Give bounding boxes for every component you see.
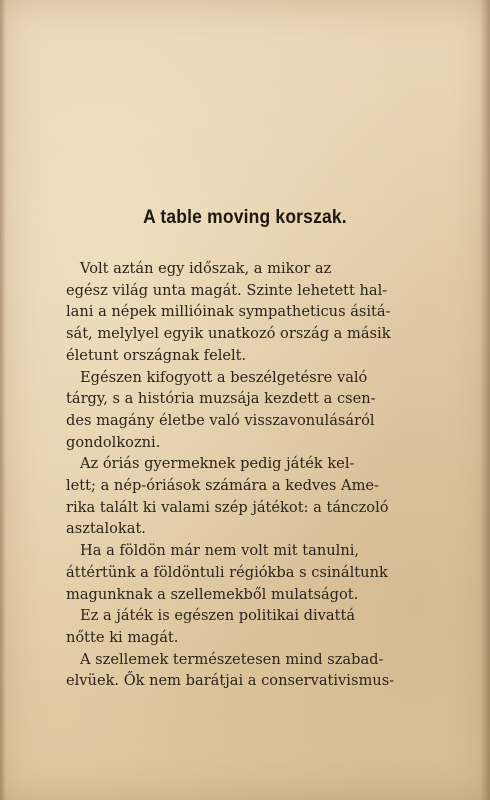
text-line: Ha a földön már nem volt mit tanulni,	[80, 542, 360, 560]
text-line: sát, melylyel egyik unatkozó ország a másik	[66, 325, 391, 343]
text-line: A szellemek természetesen mind szabad-	[80, 650, 384, 668]
text-line: Az óriás gyermeknek pedig játék kel-	[80, 455, 355, 473]
page-edge-shadow-left	[0, 0, 6, 800]
chapter-heading: A table moving korszak.	[143, 207, 347, 228]
text-line: magunknak a szellemekből mulatságot.	[66, 585, 359, 603]
text-line: Volt aztán egy időszak, a mikor az	[80, 260, 332, 277]
paragraph	[66, 367, 438, 454]
text-line: gondolkozni.	[66, 433, 161, 451]
text-line: lani a népek millióinak sympatheticus ásitá-	[66, 303, 391, 321]
page-edge-shadow-right	[480, 0, 490, 800]
paragraph	[66, 540, 438, 605]
text-line: Egészen kifogyott a beszélgetésre való	[80, 368, 368, 386]
paragraph	[66, 258, 438, 367]
text-line: asztalokat.	[66, 520, 146, 538]
text-line: egész világ unta magát. Szinte lehetett hal-	[66, 281, 388, 299]
paragraph	[66, 605, 438, 648]
text-line: áttértünk a földöntuli régiókba s csináltunk	[66, 563, 388, 581]
body-text	[66, 258, 438, 692]
text-line: nőtte ki magát.	[66, 628, 179, 646]
text-line: elvüek. Ők nem barátjai a conservativismus-	[66, 672, 395, 690]
text-line: rika talált ki valami szép játékot: a tánczoló	[66, 498, 389, 516]
text-line: életunt országnak felelt.	[66, 346, 247, 364]
paragraph	[66, 453, 438, 540]
text-line: tárgy, s a história muzsája kezdett a csen-	[66, 390, 376, 408]
text-line: Ez a játék is egészen politikai divattá	[80, 607, 356, 625]
paragraph	[66, 649, 438, 692]
text-line: des magány életbe való visszavonulásáról	[66, 411, 375, 429]
text-line: lett; a nép-óriások számára a kedves Ame-	[66, 477, 379, 495]
